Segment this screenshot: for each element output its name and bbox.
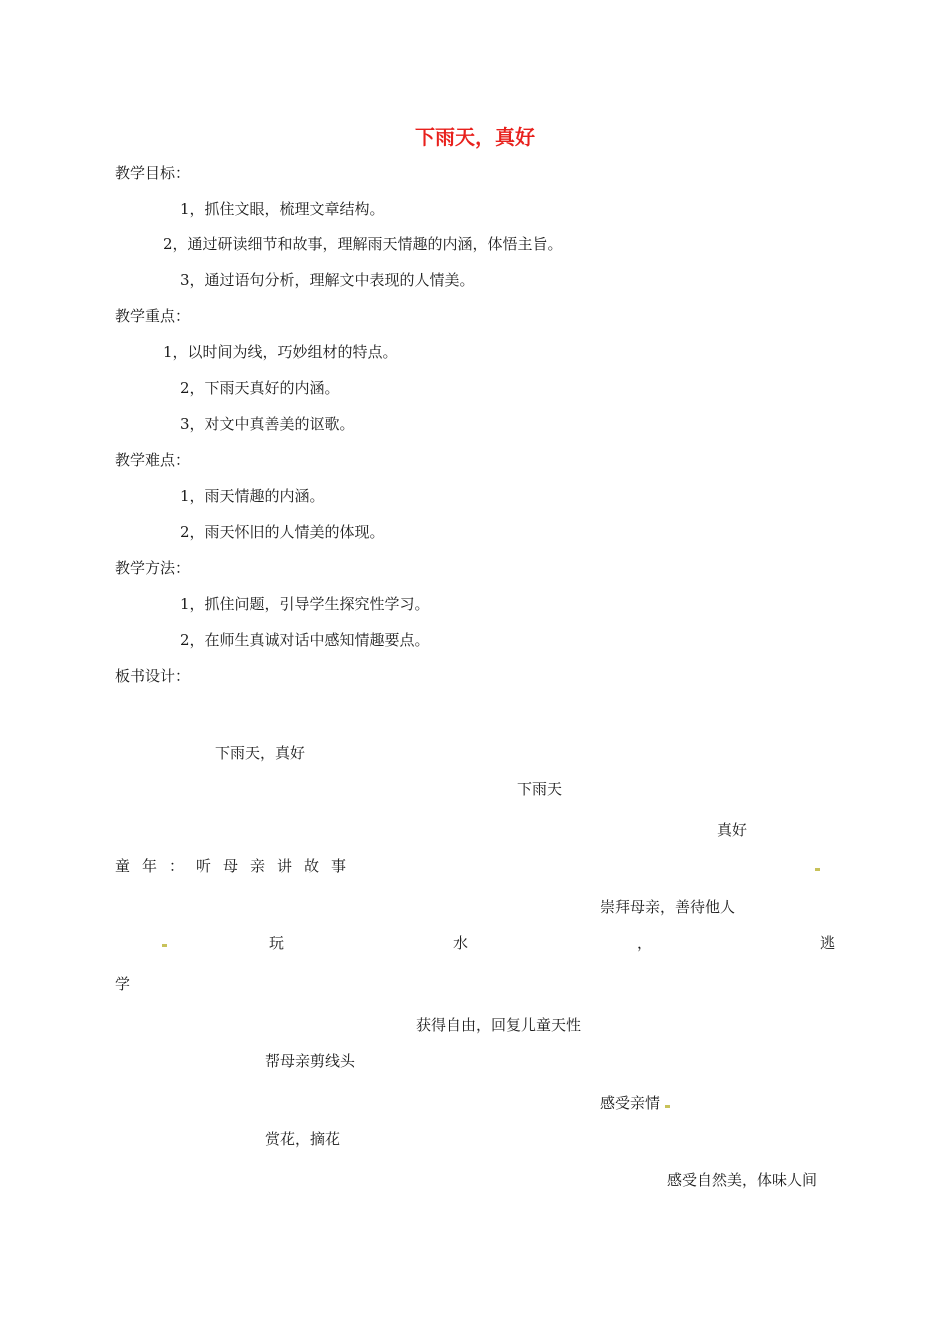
marker-dot (665, 1105, 670, 1108)
board-good: 真好 (717, 821, 748, 839)
marker-dot (162, 944, 167, 947)
methods-item-2: 2，在师生真诚对话中感知情趣要点。 (180, 631, 430, 649)
board-comma: ， (637, 934, 653, 952)
goals-heading: 教学目标： (115, 164, 191, 182)
board-heading: 板书设计： (115, 667, 191, 685)
board-help: 帮母亲剪线头 (265, 1052, 356, 1070)
key-points-item-2: 2，下雨天真好的内涵。 (180, 379, 340, 397)
board-flowers: 赏花，摘花 (265, 1130, 341, 1148)
board-school: 学 (115, 975, 131, 993)
board-freedom: 获得自由，回复儿童天性 (416, 1016, 582, 1034)
goals-item-3: 3，通过语句分析，理解文中表现的人情美。 (180, 271, 475, 289)
board-worship: 崇拜母亲，善待他人 (600, 898, 736, 916)
methods-heading: 教学方法： (115, 559, 191, 577)
difficulties-item-2: 2，雨天怀旧的人情美的体现。 (180, 523, 385, 541)
board-nature: 感受自然美，体味人间 (667, 1171, 818, 1189)
methods-item-1: 1，抓住问题，引导学生探究性学习。 (180, 595, 430, 613)
key-points-item-3: 3，对文中真善美的讴歌。 (180, 415, 355, 433)
board-escape: 逃 (820, 934, 836, 952)
key-points-item-1: 1，以时间为线，巧妙组材的特点。 (163, 343, 398, 361)
board-rain: 下雨天 (517, 780, 563, 798)
board-family: 感受亲情 (600, 1094, 661, 1112)
difficulties-heading: 教学难点： (115, 451, 191, 469)
board-childhood: 童年：听母亲讲故事 (115, 857, 359, 875)
difficulties-item-1: 1，雨天情趣的内涵。 (180, 487, 325, 505)
board-water: 水 (453, 934, 469, 952)
board-play: 玩 (269, 934, 285, 952)
key-points-heading: 教学重点： (115, 307, 191, 325)
page-title: 下雨天，真好 (415, 125, 535, 149)
marker-dot (815, 868, 820, 871)
goals-item-2: 2，通过研读细节和故事，理解雨天情趣的内涵，体悟主旨。 (163, 235, 563, 253)
board-title: 下雨天，真好 (215, 744, 306, 762)
goals-item-1: 1，抓住文眼，梳理文章结构。 (180, 200, 385, 218)
